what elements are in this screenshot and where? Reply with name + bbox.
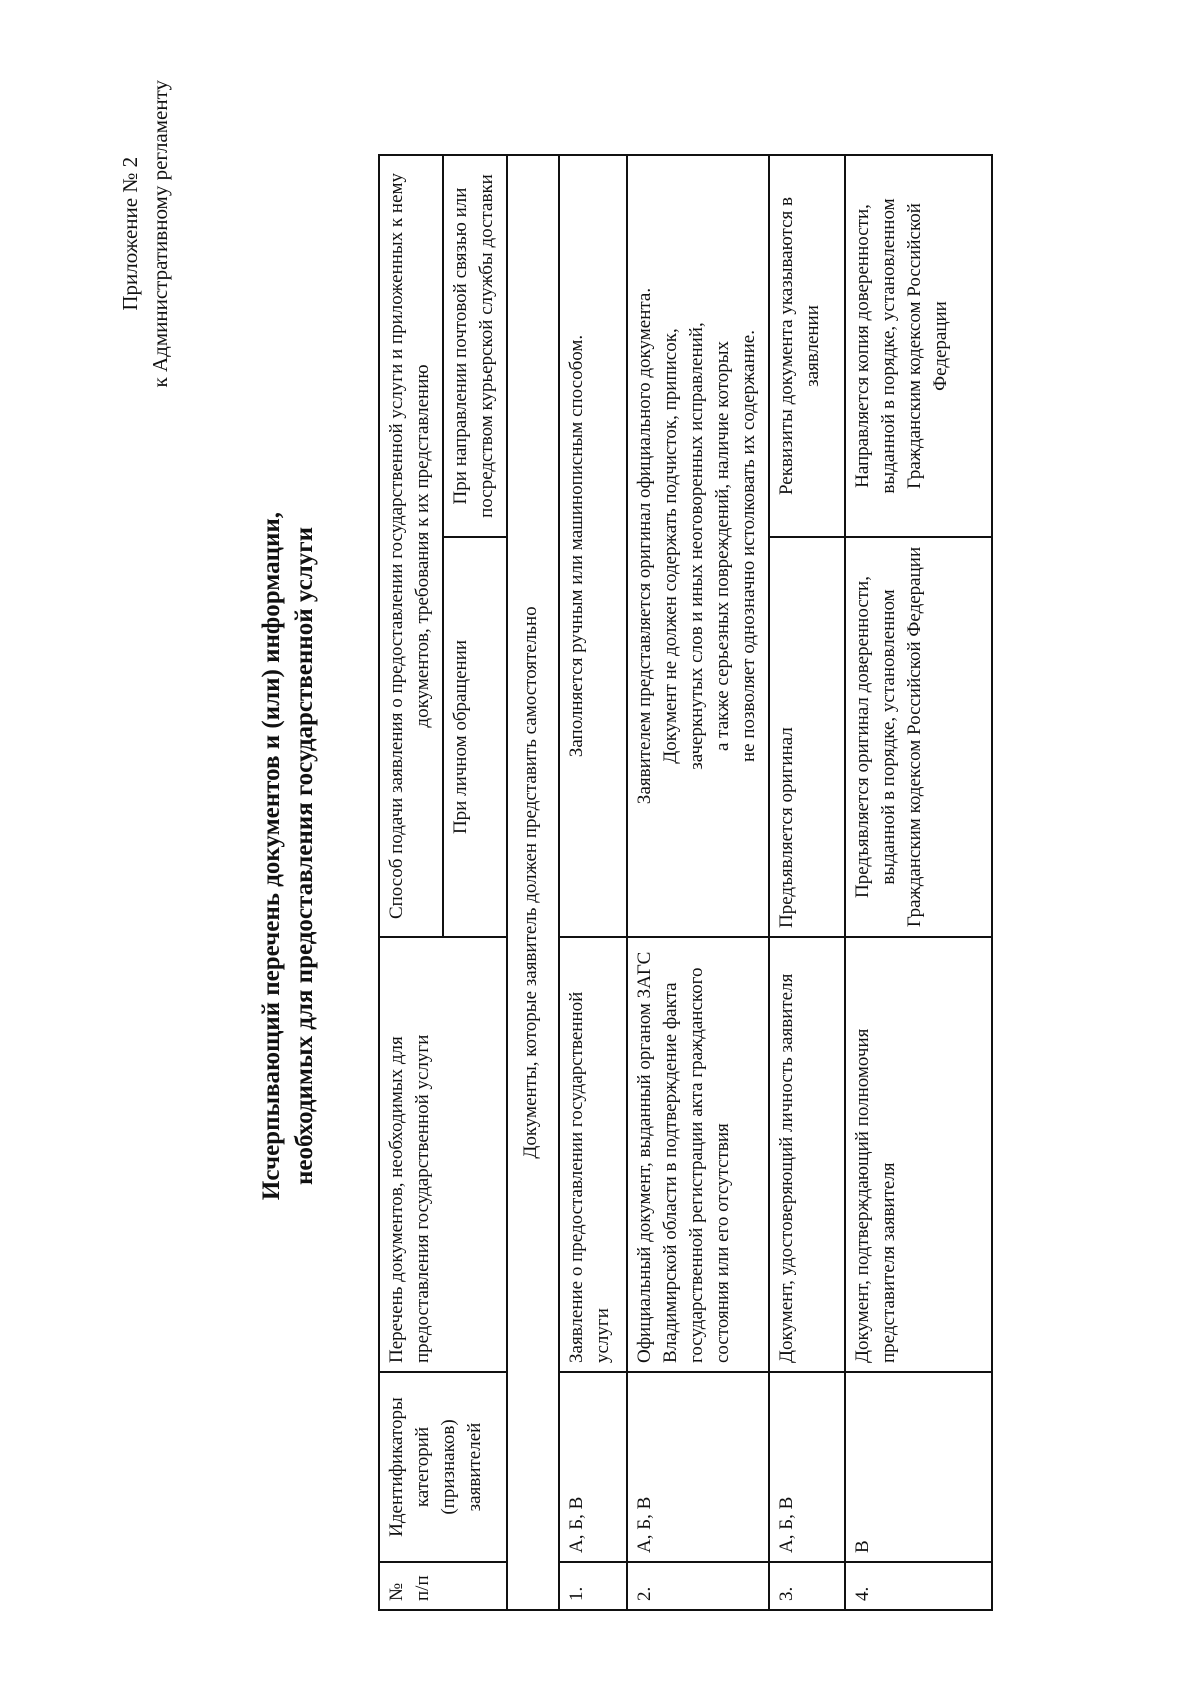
header-documents: Перечень документов, необходимых для предоставления государственной услуги <box>379 937 507 1372</box>
row-personal: Предъявляется оригинал <box>769 537 845 937</box>
row-number: 3. <box>769 1562 845 1610</box>
row-identifiers: А, Б, В <box>769 1372 845 1562</box>
table-row <box>845 155 992 1610</box>
table-row <box>627 155 769 1610</box>
appendix-number: Приложение № 2 <box>118 156 142 311</box>
table-row <box>559 155 627 1610</box>
row-document: Заявление о предоставлении государственной услуги <box>559 937 627 1372</box>
row-number: 4. <box>845 1562 992 1610</box>
requirement-line: Документ не должен содержать подчисток, приписок, <box>660 328 681 764</box>
row-number: 1. <box>559 1562 627 1610</box>
row-number: 2. <box>627 1562 769 1610</box>
row-identifiers: А, Б, В <box>627 1372 769 1562</box>
section-row <box>507 155 559 1610</box>
header-method: Способ подачи заявления о предоставлении государственной услуги и приложенных к нему документов, требования к их представлению <box>379 155 443 937</box>
row-personal: Предъявляется оригинал доверенности, выданной в порядке, установленном Гражданским кодексом Российской Федерации <box>845 537 992 937</box>
header-identifiers: Идентификаторы категорий (признаков) заявителей <box>379 1372 507 1562</box>
table-row <box>769 155 845 1610</box>
row-postal: Направляется копия доверенности, выданной в порядке, установленном Гражданским кодексом Российской Федерации <box>845 155 992 537</box>
page-title <box>255 306 321 1406</box>
section-title: Документы, которые заявитель должен представить самостоятельно <box>507 155 559 1610</box>
header-num: № п/п <box>379 1562 507 1610</box>
header-postal: При направлении почтовой связью или посредством курьерской службы доставки <box>443 155 507 537</box>
row-identifiers: В <box>845 1372 992 1562</box>
row-document: Официальный документ, выданный органом ЗАГС Владимирской области в подтверждение факта государственной регистрации акта гражданского состояния или его отсутствия <box>627 937 769 1372</box>
title-line-1: Исчерпывающий перечень документов и (или) информации, <box>258 511 285 1201</box>
documents-table <box>378 154 993 1611</box>
header-personal: При личном обращении <box>443 537 507 937</box>
appendix-note <box>115 80 175 387</box>
row-identifiers: А, Б, В <box>559 1372 627 1562</box>
requirement-line: зачеркнутых слов и иных неоговоренных исправлений, <box>686 322 707 770</box>
row-postal: Реквизиты документа указываются в заявлении <box>769 155 845 537</box>
title-line-2: необходимых для предоставления государственной услуги <box>291 527 318 1185</box>
header-row <box>379 155 443 1610</box>
row-document: Документ, подтверждающий полномочия представителя заявителя <box>845 937 992 1372</box>
row-requirement: Заполняется ручным или машинописным способом. <box>559 155 627 937</box>
row-requirement <box>627 155 769 937</box>
requirement-line: а также серьезных повреждений, наличие которых <box>712 340 733 752</box>
requirement-line: Заявителем представляется оригинал официального документа. <box>634 287 655 805</box>
appendix-reference: к Административному регламенту <box>148 80 172 388</box>
row-document: Документ, удостоверяющий личность заявителя <box>769 937 845 1372</box>
requirement-line: не позволяет однозначно истолковать их содержание. <box>738 330 759 762</box>
